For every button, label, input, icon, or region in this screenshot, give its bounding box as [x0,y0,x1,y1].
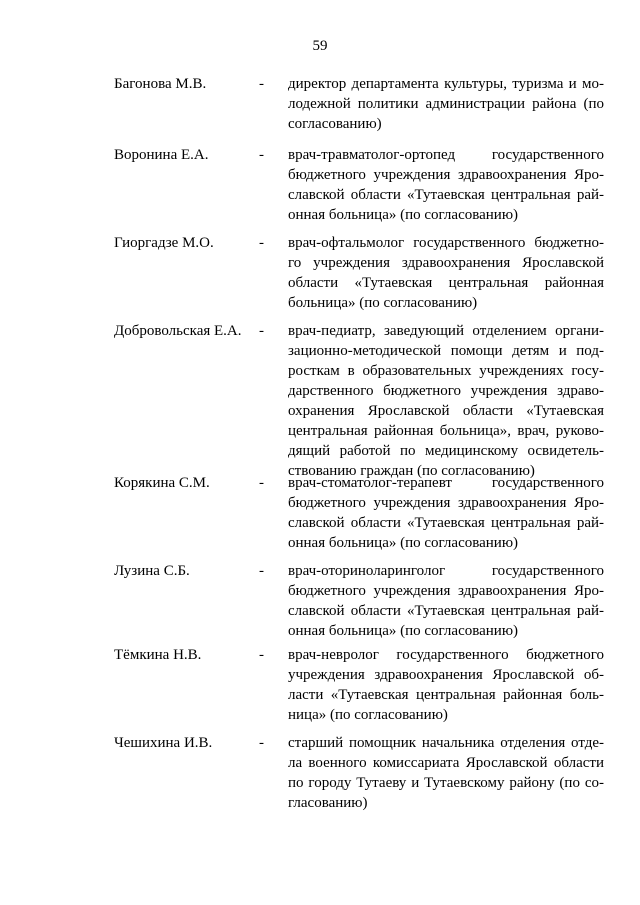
position-line: онная больница» (по согласованию) [288,535,519,551]
position-line: славской области «Тутаевская центральная рай- [288,603,604,619]
position-line: дарственного бюджетного учреждения здраво- [288,383,604,399]
separator-dash: - [259,647,264,663]
position-line: ласти «Тутаевская центральная районная боль- [288,687,604,703]
position-line: по городу Тутаеву и Тутаевскому району (по со- [288,775,604,791]
page-number: 59 [312,38,328,54]
member-position [288,473,604,553]
separator-dash: - [259,323,264,339]
position-line: онная больница» (по согласованию) [288,207,519,223]
position-line: ла военного комиссариата Ярославской области [288,755,604,771]
member-name: Воронина Е.А. [114,147,209,163]
position-line: ница» (по согласованию) [288,707,448,723]
separator-dash: - [259,563,264,579]
member-position [288,233,604,313]
position-line: лодежной политики администрации района (по [288,96,604,112]
separator-dash: - [259,735,264,751]
member-name: Корякина С.М. [114,475,210,491]
position-line: больница» (по согласованию) [288,295,478,311]
position-line: гласованию) [288,795,368,811]
member-name: Добровольская Е.А. [114,323,242,339]
separator-dash: - [259,235,264,251]
position-line: центральная районная больница», врач, руково- [288,423,604,439]
position-line: старший помощник начальника отделения отде- [288,735,604,751]
position-line: охранения Ярославской области «Тутаевская [288,403,604,419]
position-line: области «Тутаевская центральная районная [288,275,604,291]
position-line: зационно-методической помощи детям и под- [288,343,604,359]
separator-dash: - [259,147,264,163]
position-line: врач-стоматолог-терапевт государственного [288,475,604,491]
position-line: врач-невролог государственного бюджетного [288,647,604,663]
position-line: славской области «Тутаевская центральная рай- [288,187,604,203]
position-line: онная больница» (по согласованию) [288,623,519,639]
position-line: славской области «Тутаевская центральная рай- [288,515,604,531]
position-line: бюджетного учреждения здравоохранения Яро- [288,167,604,183]
member-position [288,645,604,725]
position-line: дящий работой по медицинскому освидетель- [288,443,604,459]
member-position [288,145,604,225]
member-position [288,321,604,481]
separator-dash: - [259,76,264,92]
position-line: согласованию) [288,116,382,132]
member-position [288,74,604,134]
position-line: росткам в образовательных учреждениях госу- [288,363,604,379]
position-line: врач-травматолог-ортопед государственного [288,147,604,163]
member-name: Гиоргадзе М.О. [114,235,214,251]
member-position [288,561,604,641]
position-line: учреждения здравоохранения Ярославской об- [288,667,604,683]
member-name: Багонова М.В. [114,76,207,92]
separator-dash: - [259,475,264,491]
position-line: врач-педиатр, заведующий отделением органи- [288,323,604,339]
position-line: го учреждения здравоохранения Ярославской [288,255,604,271]
position-line: бюджетного учреждения здравоохранения Яро- [288,495,604,511]
position-line: врач-офтальмолог государственного бюджетно- [288,235,604,251]
position-line: бюджетного учреждения здравоохранения Яро- [288,583,604,599]
member-position [288,733,604,813]
position-line: директор департамента культуры, туризма и мо- [288,76,604,92]
position-line: ствованию граждан (по согласованию) [288,463,535,479]
member-name: Чешихина И.В. [114,735,213,751]
member-name: Лузина С.Б. [114,563,190,579]
member-name: Тёмкина Н.В. [114,647,202,663]
position-line: врач-оториноларинголог государственного [288,563,604,579]
